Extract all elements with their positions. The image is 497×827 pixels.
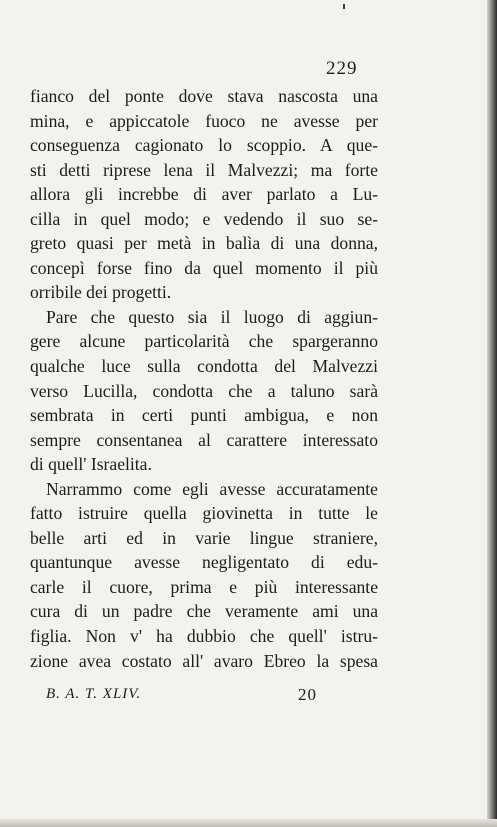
text-line: gere alcune particolarità che spargeranno	[30, 331, 378, 352]
paragraph	[30, 84, 378, 305]
page-number: 229	[326, 58, 358, 79]
text-line: greto quasi per metà in balìa di una donna,	[30, 233, 378, 254]
text-line: orribile dei progetti.	[30, 282, 172, 303]
scan-shadow-right	[487, 0, 497, 827]
text-line: carle il cuore, prima e più interessante	[30, 576, 378, 597]
text-line: fianco del ponte dove stava nascosta una	[30, 86, 378, 106]
text-line: sempre consentanea al carattere interessato	[30, 429, 378, 450]
gathering-number: 20	[298, 685, 317, 704]
text-line: sembrata in certi punti ambigua, e non	[30, 405, 378, 426]
text-line: Pare che questo sia il luogo di aggiun-	[46, 306, 378, 327]
text-line: Narrammo come egli avesse accuratamente	[46, 478, 378, 499]
text-line: figlia. Non v' ha dubbio che quell' istru-	[30, 626, 378, 647]
text-line: mina, e appiccatole fuoco ne avesse per	[30, 110, 378, 131]
text-line: qualche luce sulla condotta del Malvezzi	[30, 356, 378, 377]
paragraph	[30, 305, 378, 477]
text-line: quantunque avesse negligentato di edu-	[30, 552, 378, 573]
text-line: conseguenza cagionato lo scoppio. A que-	[30, 135, 378, 156]
text-line: concepì forse fino da quel momento il più	[30, 257, 378, 278]
text-line: fatto istruire quella giovinetta in tutte le	[30, 503, 378, 524]
scan-speck	[343, 4, 345, 9]
text-line: sti detti riprese lena il Malvezzi; ma forte	[30, 159, 378, 180]
paragraph	[30, 477, 378, 673]
text-line: allora gli increbbe di aver parlato a Lu-	[30, 184, 378, 205]
text-line: di quell' Israelita.	[30, 454, 152, 475]
text-line: zione avea costato all' avaro Ebreo la spesa	[30, 650, 378, 671]
text-line: verso Lucilla, condotta che a taluno sarà	[30, 380, 378, 401]
text-line: cura di un padre che veramente ami una	[30, 601, 378, 622]
scan-shadow-bottom	[0, 819, 497, 827]
text-line: cilla in quel modo; e vedendo il suo se-	[30, 208, 378, 229]
text-line: belle arti ed in varie lingue straniere,	[30, 527, 378, 548]
body-text	[30, 84, 378, 673]
printer-signature: B. A. T. XLIV.	[46, 686, 142, 702]
